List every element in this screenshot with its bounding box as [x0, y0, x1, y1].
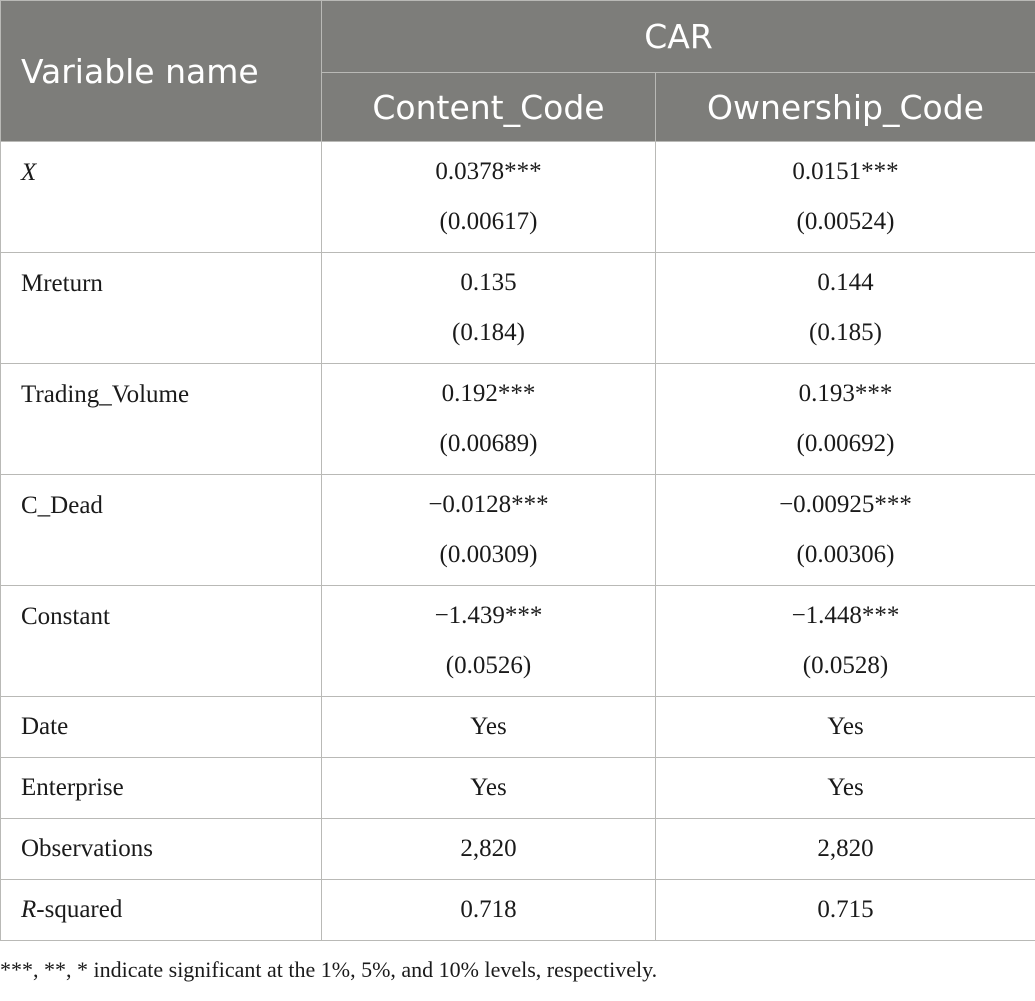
table-footnote: ***, **, * indicate significant at the 1%, 5%, and 10% levels, respectively. — [0, 957, 658, 982]
header-variable-name: Variable name — [1, 1, 322, 142]
table-row — [1, 758, 1035, 819]
cell-ownership-code: 0.715 — [656, 880, 1035, 941]
row-label: Observations — [1, 819, 322, 880]
header-content-code: Content_Code — [322, 73, 656, 142]
coefficient: 0.0378*** — [435, 158, 542, 185]
header-ownership-code: Ownership_Code — [656, 73, 1035, 142]
cell-content-code: 0.718 — [322, 880, 656, 941]
table-row — [1, 142, 1035, 253]
standard-error: (0.00309) — [439, 541, 538, 568]
coefficient: −1.448*** — [791, 602, 900, 629]
coefficient: 0.193*** — [798, 380, 893, 407]
standard-error: (0.00306) — [796, 541, 895, 568]
row-label: C_Dead — [1, 475, 322, 586]
coefficient: 0.144 — [817, 269, 874, 296]
row-label: X — [1, 142, 322, 253]
table-row — [1, 253, 1035, 364]
standard-error: (0.185) — [809, 319, 882, 346]
cell-ownership-code — [656, 364, 1035, 475]
cell-content-code — [322, 142, 656, 253]
coefficient: 0.135 — [460, 269, 517, 296]
coefficient: 0.0151*** — [792, 158, 899, 185]
cell-content-code — [322, 586, 656, 697]
cell-content-code — [322, 253, 656, 364]
standard-error: (0.184) — [452, 319, 525, 346]
standard-error: (0.0528) — [802, 652, 889, 679]
standard-error: (0.00617) — [439, 208, 538, 235]
cell-content-code: Yes — [322, 758, 656, 819]
cell-ownership-code — [656, 253, 1035, 364]
standard-error: (0.0526) — [445, 652, 532, 679]
table-row — [1, 364, 1035, 475]
table-row — [1, 697, 1035, 758]
cell-content-code: 2,820 — [322, 819, 656, 880]
cell-ownership-code — [656, 142, 1035, 253]
table-row — [1, 880, 1035, 941]
cell-ownership-code — [656, 586, 1035, 697]
r-squared-suffix: -squared — [36, 896, 123, 923]
table-row — [1, 586, 1035, 697]
cell-content-code — [322, 475, 656, 586]
standard-error: (0.00689) — [439, 430, 538, 457]
row-label: Trading_Volume — [1, 364, 322, 475]
row-label: Enterprise — [1, 758, 322, 819]
r-symbol: R — [21, 896, 37, 923]
standard-error: (0.00692) — [796, 430, 895, 457]
table-row — [1, 475, 1035, 586]
coefficient: −0.0128*** — [428, 491, 549, 518]
cell-ownership-code: Yes — [656, 758, 1035, 819]
coefficient: 0.192*** — [441, 380, 536, 407]
cell-ownership-code: Yes — [656, 697, 1035, 758]
header-car: CAR — [322, 1, 1035, 73]
cell-content-code: Yes — [322, 697, 656, 758]
table-row — [1, 819, 1035, 880]
row-label: Date — [1, 697, 322, 758]
row-label — [1, 880, 322, 941]
cell-ownership-code: 2,820 — [656, 819, 1035, 880]
row-label: Constant — [1, 586, 322, 697]
standard-error: (0.00524) — [796, 208, 895, 235]
coefficient: −0.00925*** — [779, 491, 912, 518]
cell-content-code — [322, 364, 656, 475]
cell-ownership-code — [656, 475, 1035, 586]
row-label: Mreturn — [1, 253, 322, 364]
coefficient: −1.439*** — [434, 602, 543, 629]
